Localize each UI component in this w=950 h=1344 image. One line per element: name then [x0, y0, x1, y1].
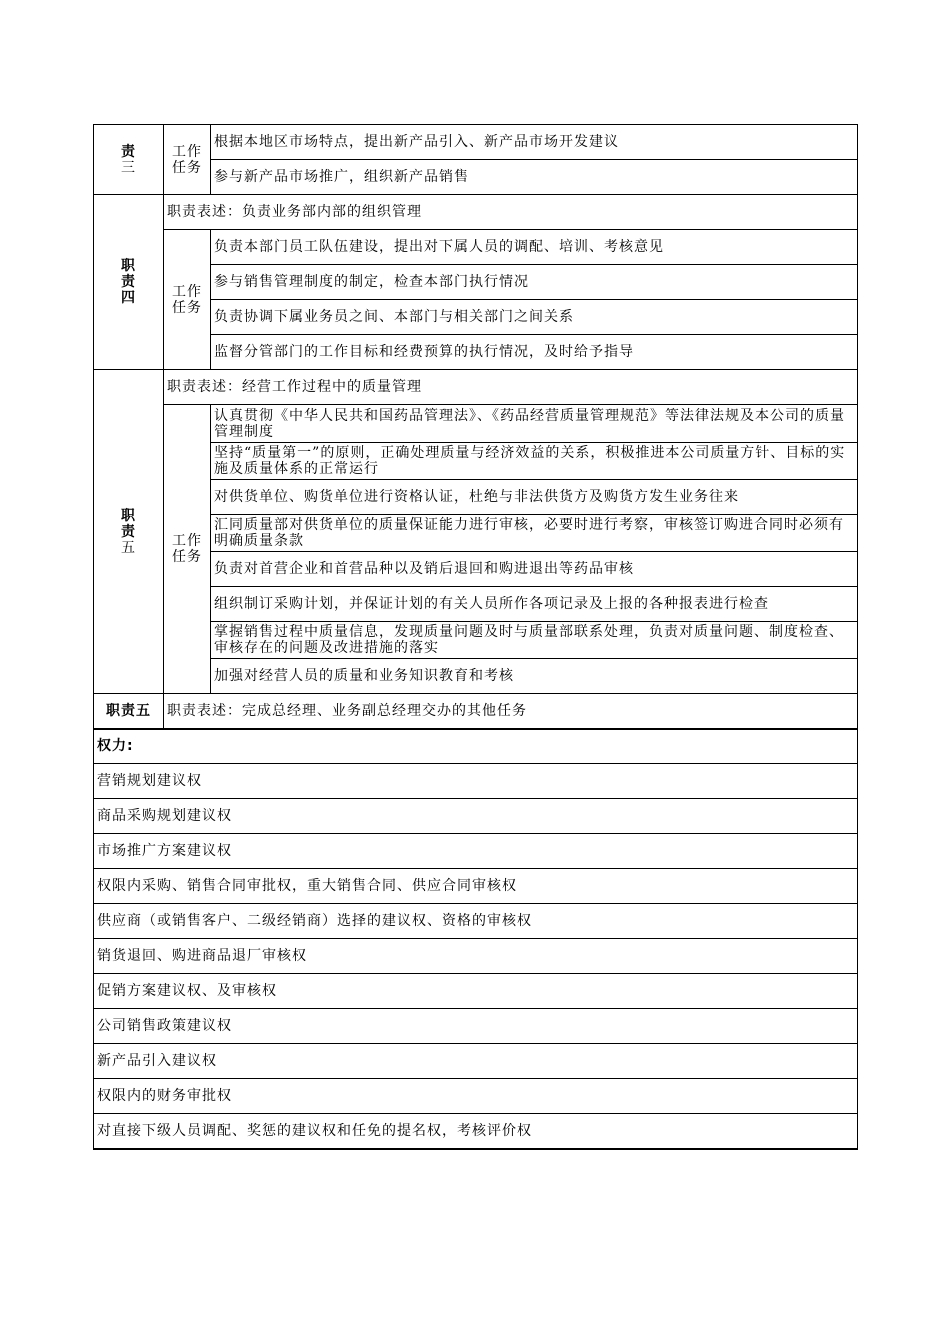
power-item: 新产品引入建议权 — [94, 1044, 858, 1079]
duty4-task: 负责协调下属业务员之间、本部门与相关部门之间关系 — [211, 300, 858, 335]
powers-heading: 权力: — [94, 729, 858, 764]
powers-heading-row — [94, 729, 858, 764]
duty4-task: 参与销售管理制度的制定，检查本部门执行情况 — [211, 265, 858, 300]
duty5-task-label-line1: 工作 — [172, 533, 202, 549]
duty3-row-1 — [94, 125, 858, 160]
power-item: 商品采购规划建议权 — [94, 799, 858, 834]
duty5-task: 加强对经营人员的质量和业务知识教育和考核 — [211, 659, 858, 694]
duty4-task: 负责本部门员工队伍建设，提出对下属人员的调配、培训、考核意见 — [211, 230, 858, 265]
duty5b-heading: 职责五 — [94, 694, 164, 729]
duty3-heading-char2: 三 — [121, 159, 136, 176]
duty4-heading-char3: 四 — [121, 290, 136, 306]
power-row — [94, 834, 858, 869]
duty5-task-label — [164, 405, 211, 694]
power-row — [94, 974, 858, 1009]
duty4-row-1 — [94, 230, 858, 265]
duty4-heading-char2: 责 — [121, 274, 136, 290]
duty3-task: 参与新产品市场推广，组织新产品销售 — [211, 160, 858, 195]
power-row — [94, 939, 858, 974]
duty5-heading-char2: 责 — [121, 523, 136, 540]
power-item: 供应商（或销售客户、二级经销商）选择的建议权、资格的审核权 — [94, 904, 858, 939]
duty4-statement: 职责表述：负责业务部内部的组织管理 — [164, 195, 858, 230]
duty3-task-label-line1: 工作 — [172, 143, 202, 160]
duty3-task: 根据本地区市场特点，提出新产品引入、新产品市场开发建议 — [211, 125, 858, 160]
duty-table — [93, 124, 858, 1150]
power-row — [94, 904, 858, 939]
duty4-heading-char1: 职 — [121, 258, 136, 274]
duty4-task-label-line1: 工作 — [172, 283, 202, 300]
duty5-heading-char3: 五 — [121, 539, 136, 556]
power-item: 公司销售政策建议权 — [94, 1009, 858, 1044]
duty5b-row — [94, 694, 858, 729]
duty4-task: 监督分管部门的工作目标和经费预算的执行情况，及时给予指导 — [211, 335, 858, 370]
duty5-row-statement — [94, 370, 858, 405]
duty4-task-label-line2: 任务 — [172, 299, 202, 316]
power-row — [94, 764, 858, 799]
power-row — [94, 869, 858, 904]
duty5-task-label-line2: 任务 — [172, 549, 202, 565]
duty5b-statement: 职责表述：完成总经理、业务副总经理交办的其他任务 — [164, 694, 858, 729]
duty5-heading — [94, 370, 164, 694]
power-row — [94, 1114, 858, 1149]
duty4-task-label — [164, 230, 211, 370]
duty5-task: 坚持“质量第一”的原则，正确处理质量与经济效益的关系，积极推进本公司质量方针、目标的实施及质量体系的正常运行 — [211, 443, 858, 480]
duty5-row-1 — [94, 405, 858, 443]
power-item: 市场推广方案建议权 — [94, 834, 858, 869]
duty3-heading — [94, 125, 164, 195]
duty5-task: 认真贯彻《中华人民共和国药品管理法》、《药品经营质量管理规范》等法律法规及本公司的质量管理制度 — [211, 405, 858, 443]
duty5-statement: 职责表述：经营工作过程中的质量管理 — [164, 370, 858, 405]
document-page — [93, 124, 857, 1150]
duty3-heading-char1: 责 — [121, 143, 136, 160]
power-row — [94, 1009, 858, 1044]
power-item: 权限内的财务审批权 — [94, 1079, 858, 1114]
duty3-task-label-line2: 任务 — [172, 159, 202, 176]
power-row — [94, 1044, 858, 1079]
power-row — [94, 799, 858, 834]
duty4-heading — [94, 195, 164, 370]
power-row — [94, 1079, 858, 1114]
power-item: 销货退回、购进商品退厂审核权 — [94, 939, 858, 974]
power-item: 权限内采购、销售合同审批权，重大销售合同、供应合同审核权 — [94, 869, 858, 904]
duty4-row-statement — [94, 195, 858, 230]
power-item: 营销规划建议权 — [94, 764, 858, 799]
duty5-task: 对供货单位、购货单位进行资格认证，杜绝与非法供货方及购货方发生业务往来 — [211, 480, 858, 515]
power-item: 对直接下级人员调配、奖惩的建议权和任免的提名权，考核评价权 — [94, 1114, 858, 1149]
duty5-heading-char1: 职 — [121, 507, 136, 524]
duty5-task: 组织制订采购计划，并保证计划的有关人员所作各项记录及上报的各种报表进行检查 — [211, 587, 858, 622]
power-item: 促销方案建议权、及审核权 — [94, 974, 858, 1009]
duty5-task: 掌握销售过程中质量信息，发现质量问题及时与质量部联系处理，负责对质量问题、制度检查、审核存在的问题及改进措施的落实 — [211, 622, 858, 659]
duty5-task: 汇同质量部对供货单位的质量保证能力进行审核，必要时进行考察，审核签订购进合同时必须有明确质量条款 — [211, 515, 858, 552]
duty5-task: 负责对首营企业和首营品种以及销后退回和购进退出等药品审核 — [211, 552, 858, 587]
duty3-task-label — [164, 125, 211, 195]
